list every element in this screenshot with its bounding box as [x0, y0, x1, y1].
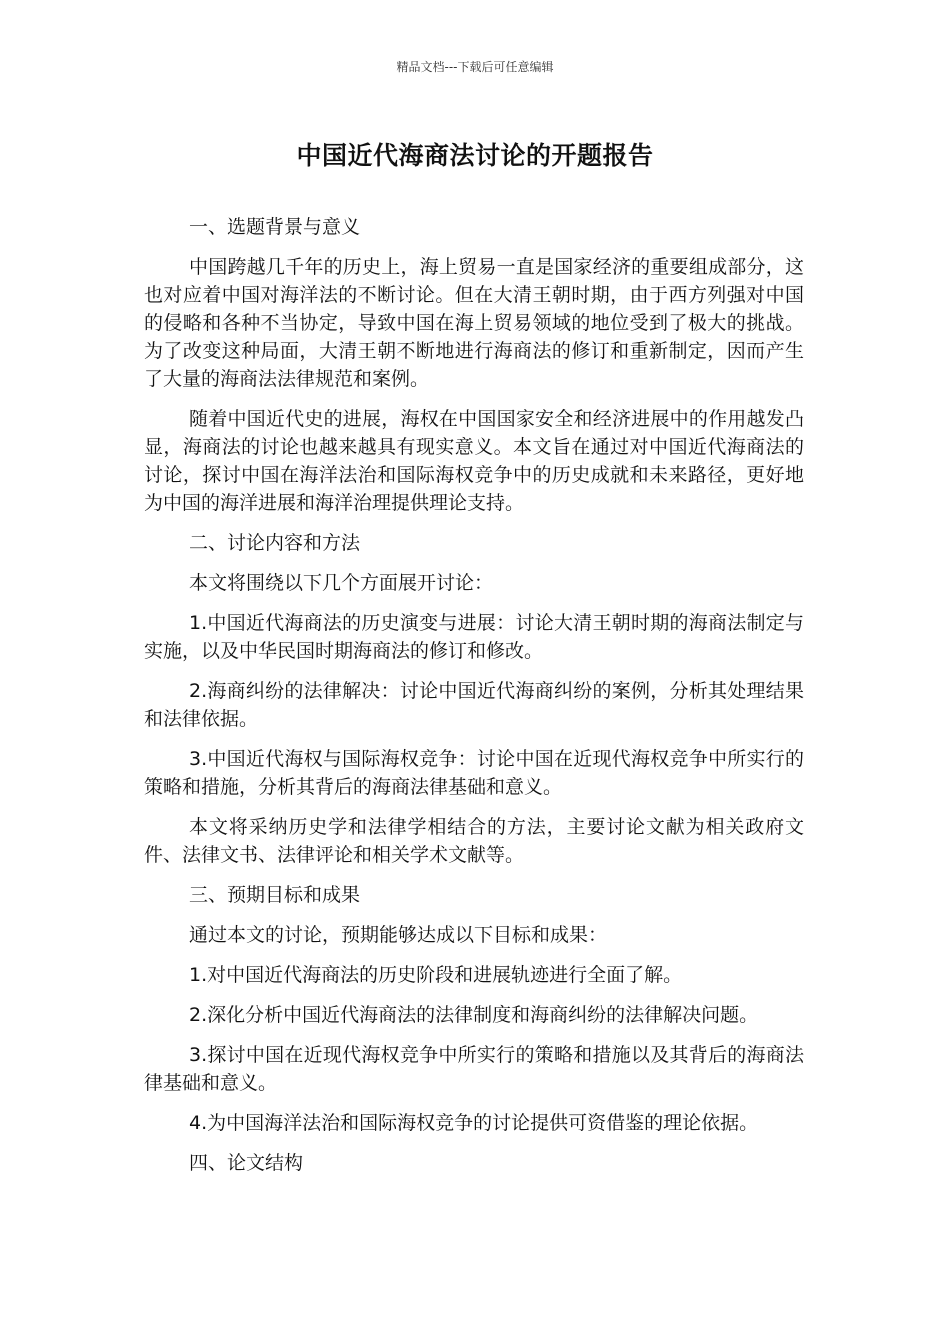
- paragraph-background-1: 中国跨越几千年的历史上，海上贸易一直是国家经济的重要组成部分，这也对应着中国对海洋法的不断讨论。但在大清王朝时期，由于西方列强对中国的侵略和各种不当协定，导致中国在海上贸易领域的地位受到了极大的挑战。为了改变这种局面，大清王朝不断地进行海商法的修订和重新制定，因而产生了大量的海商法法律规范和案例。: [144, 256, 804, 390]
- section-heading-background: 一、选题背景与意义: [189, 216, 361, 238]
- paragraph-content-intro: 本文将围绕以下几个方面展开讨论：: [189, 572, 494, 594]
- paragraph-method: 本文将采纳历史学和法律学相结合的方法，主要讨论文献为相关政府文件、法律文书、法律评论和相关学术文献等。: [144, 816, 804, 866]
- paragraph-background-2: 随着中国近代史的进展，海权在中国国家安全和经济进展中的作用越发凸显，海商法的讨论也越来越具有现实意义。本文旨在通过对中国近代海商法的讨论，探讨中国在海洋法治和国际海权竞争中的历史成就和未来路径，更好地为中国的海洋进展和海洋治理提供理论支持。: [144, 408, 804, 514]
- page-header-note: 精品文档---下载后可任意编辑: [396, 60, 554, 74]
- list-item-content-1: 1.中国近代海商法的历史演变与进展：讨论大清王朝时期的海商法制定与实施，以及中华民国时期海商法的修订和修改。: [144, 612, 804, 662]
- section-heading-content-method: 二、讨论内容和方法: [189, 532, 361, 554]
- paragraph-goals-intro: 通过本文的讨论，预期能够达成以下目标和成果：: [189, 924, 608, 946]
- list-item-goal-2: 2.深化分析中国近代海商法的法律制度和海商纠纷的法律解决问题。: [189, 1004, 759, 1026]
- list-item-goal-1: 1.对中国近代海商法的历史阶段和进展轨迹进行全面了解。: [189, 964, 683, 986]
- document-body: [144, 213, 804, 1189]
- list-item-goal-4: 4.为中国海洋法治和国际海权竞争的讨论提供可资借鉴的理论依据。: [189, 1112, 759, 1134]
- document-title: 中国近代海商法讨论的开题报告: [296, 141, 654, 170]
- list-item-content-3: 3.中国近代海权与国际海权竞争：讨论中国在近现代海权竞争中所实行的策略和措施，分析其背后的海商法律基础和意义。: [144, 748, 804, 798]
- section-heading-goals: 三、预期目标和成果: [189, 884, 361, 906]
- section-heading-structure: 四、论文结构: [189, 1152, 304, 1174]
- list-item-content-2: 2.海商纠纷的法律解决：讨论中国近代海商纠纷的案例，分析其处理结果和法律依据。: [144, 680, 804, 730]
- list-item-goal-3: 3.探讨中国在近现代海权竞争中所实行的策略和措施以及其背后的海商法律基础和意义。: [144, 1044, 804, 1094]
